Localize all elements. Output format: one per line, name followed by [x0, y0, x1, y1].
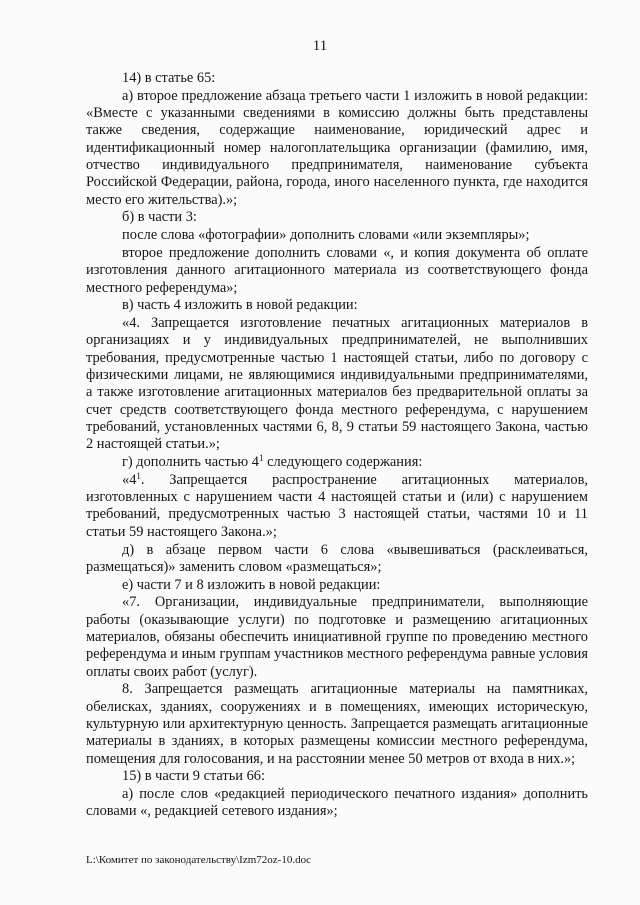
- paragraph-subitem-g: [86, 454, 588, 471]
- paragraph-second-sentence: второе предложение дополнить словами «, и копия документа об оплате изготовления данного агитационного материала из соответствующего фонда местного референдума»;: [86, 244, 588, 296]
- paragraph-item-15-subitem-a: а) после слов «редакцией периодического печатного издания» дополнить словами «, редакцией сетевого издания»;: [86, 786, 588, 820]
- paragraph-photo-words: после слова «фотографии» дополнить словами «или экземпляры»;: [122, 227, 530, 244]
- paragraph-item-14: 14) в статье 65:: [122, 70, 216, 86]
- paragraph-part-8-text: 8. Запрещается размещать агитационные материалы на памятниках, обелисках, зданиях, сооружениях и в помещениях, имеющих историческую, культурную или архитектурную ценность. Запрещается размещать агитационные материалы в зданиях, в которых размещены комиссии местного референдума, помещения для голосования, и на расстоянии менее 50 метров от входа в них.»;: [86, 681, 588, 767]
- document-body: [86, 70, 588, 821]
- paragraph-subitem-b: б) в части 3:: [122, 209, 197, 226]
- file-path-footer: L:\Комитет по законодательству\Izm72oz-10.doc: [86, 854, 311, 866]
- paragraph-subitem-d: д) в абзаце первом части 6 слова «вывешиваться (расклеиваться, размещаться)» заменить словом «размещаться»;: [86, 541, 588, 575]
- page-number: 11: [312, 38, 328, 54]
- paragraph-subitem-e: е) части 7 и 8 изложить в новой редакции:: [122, 576, 381, 593]
- part-4-1-superscript: 1: [136, 470, 141, 481]
- subitem-g-after: следующего содержания:: [263, 454, 423, 471]
- subitem-g-superscript: 1: [258, 453, 264, 464]
- paragraph-part-4-text: «4. Запрещается изготовление печатных агитационных материалов в организациях и у индивидуальных предпринимателей, не выполнивших требования, предусмотренные частью 1 настоящей статьи, либо по договору с физическими лицами, не являющимися индивидуальными предпринимателями, а также изготовление агитационных материалов без предварительной оплаты за счет средств соответствующего фонда местного референдума, с нарушением требований, установленных частями 6, 8, 9 статьи 59 настоящего Закона, частью 2 настоящей статьи.»;: [86, 315, 588, 453]
- paragraph-subitem-a: а) второе предложение абзаца третьего части 1 изложить в новой редакции: «Вместе с указанными сведениями в комиссию должны быть представлены также сведения, содержащие наименование, юридический адрес и идентификационный номер налогоплательщика организации (фамилию, имя, отчество индивидуального предпринимателя, наименование субъекта Российской Федерации, района, города, иного населенного пункта, где находится место его жительства).»;: [86, 87, 588, 208]
- part-4-1-after: . Запрещается распространение агитационных материалов, изготовленных с нарушением части 4 настоящей статьи и (или) с нарушением требований, предусмотренных частью 3 настоящей статьи, частями 10 и 11 статьи 59 настоящего Закона.»;: [86, 471, 588, 540]
- paragraph-item-15: 15) в части 9 статьи 66:: [122, 768, 265, 785]
- paragraph-part-7-text: «7. Организации, индивидуальные предприниматели, выполняющие работы (оказывающие услуги) по подготовке и размещению агитационных материалов, обязаны обеспечить инициативной группе по проведению местного референдума и иным группам участников местного референдума равные условия оплаты своих работ (услуг).: [86, 594, 588, 680]
- paragraph-subitem-v: в) часть 4 изложить в новой редакции:: [122, 297, 358, 314]
- paragraph-part-4-1-text: [86, 472, 588, 541]
- subitem-g-before: г) дополнить частью 4: [122, 454, 259, 471]
- part-4-1-before: «4: [122, 471, 137, 488]
